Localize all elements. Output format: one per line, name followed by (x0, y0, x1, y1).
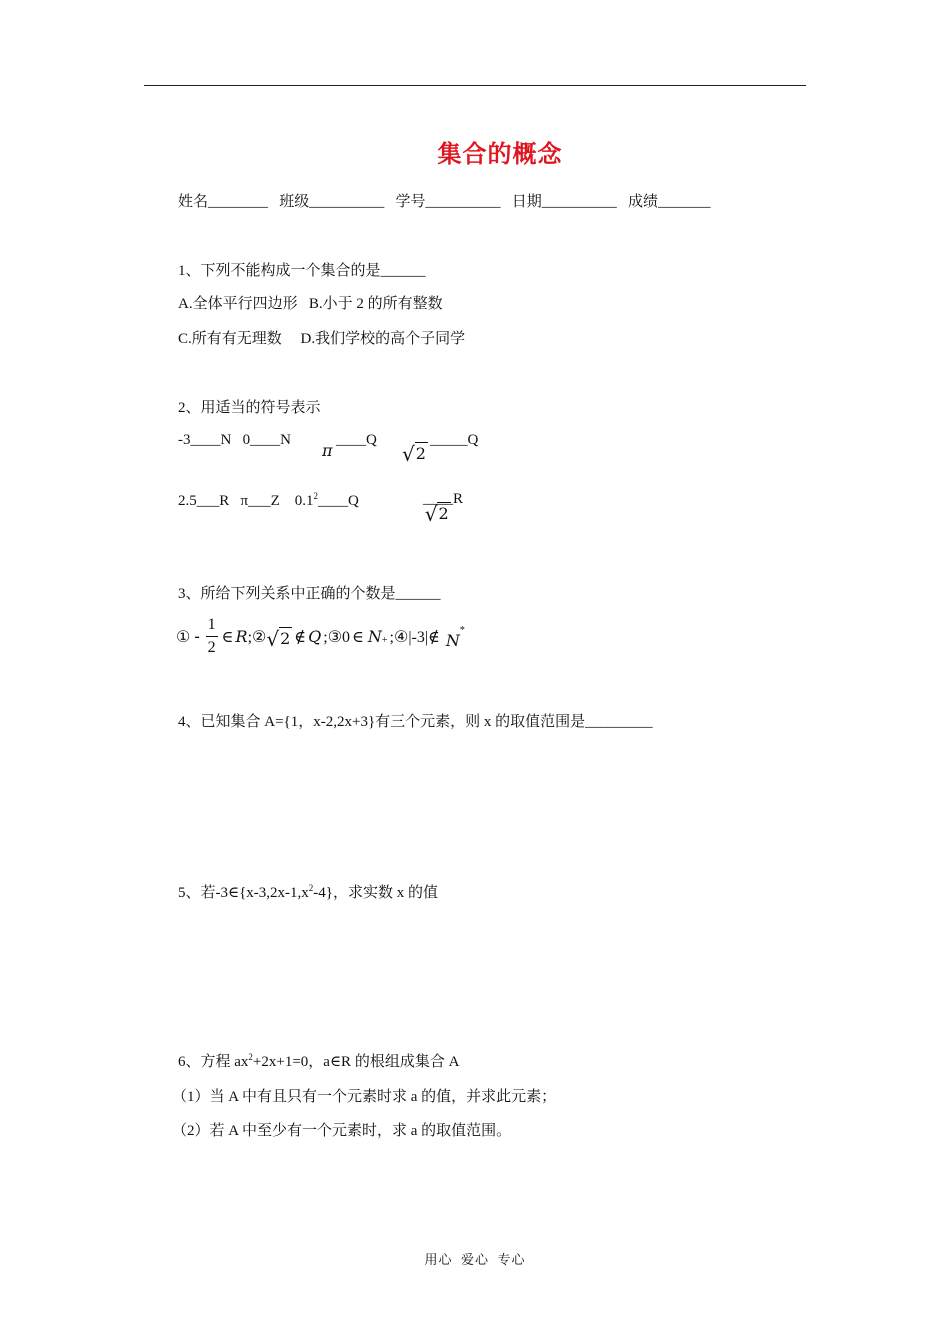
sqrt-icon: √ (424, 502, 438, 526)
q6-stem: 6、方程 $ax^2+2x+1=0$，a∈R 的根组成集合 A (178, 1052, 460, 1070)
info-line: 姓名________ 班级__________ 学号__________ 日期__________ 成绩_______ (178, 194, 711, 210)
q1-options-ab: A.全体平行四边形 B.小于 2 的所有整数 (178, 296, 443, 312)
sqrt-icon: √ (266, 626, 280, 651)
q3-relations: ① - $\frac{1}{2}$ ∈ R ;② √2 ∉ Q ;③0 ∈ N $_+$ ;④|-3|∉ N * (176, 614, 465, 659)
sqrt2-expression: √2 (424, 502, 449, 526)
q6-sub1: （1）当 A 中有且只有一个元素时求 a 的值，并求此元素； (172, 1089, 557, 1105)
q3-stem: 3、所给下列关系中正确的个数是______ (178, 586, 441, 602)
q2-row2-left: 2.5___R π___Z $0.1^2\_\_\_\_Q$ (178, 491, 359, 509)
q2-row2-sqrt-blank: ____R (423, 491, 464, 507)
header-rule (144, 85, 806, 86)
q2-row1-left: -3____N 0____N (178, 432, 291, 448)
q4-stem: 4、已知集合 A={1，x-2,2x+3}有三个元素，则 x 的取值范围是_________ (178, 714, 653, 730)
page-title: 集合的概念 (437, 142, 563, 168)
sqrt2-expression: √2 (402, 442, 426, 466)
q5-stem: 5、若$-3\in\{x-3,2x-1,x^2-4\}$，求实数 x 的值 (178, 883, 438, 901)
q1-stem: 1、下列不能构成一个集合的是______ (178, 263, 426, 279)
pi-symbol: π (322, 441, 333, 460)
q2-row1-pi-blank: ____Q (336, 432, 377, 448)
q6-sub2: （2）若 A 中至少有一个元素时，求 a 的取值范围。 (172, 1123, 512, 1139)
q2-row1-sqrt-blank: _____Q (430, 432, 479, 448)
q1-options-cd: C.所有有无理数 D.我们学校的高个子同学 (178, 331, 466, 347)
sqrt-icon: √ (402, 442, 415, 466)
page-footer: 用心 爱心 专心 (424, 1252, 526, 1267)
sqrt2-expression: √2 (266, 626, 291, 651)
q2-stem: 2、用适当的符号表示 (178, 400, 321, 416)
fraction-one-half: $\frac{1}{2}$ (207, 616, 216, 656)
